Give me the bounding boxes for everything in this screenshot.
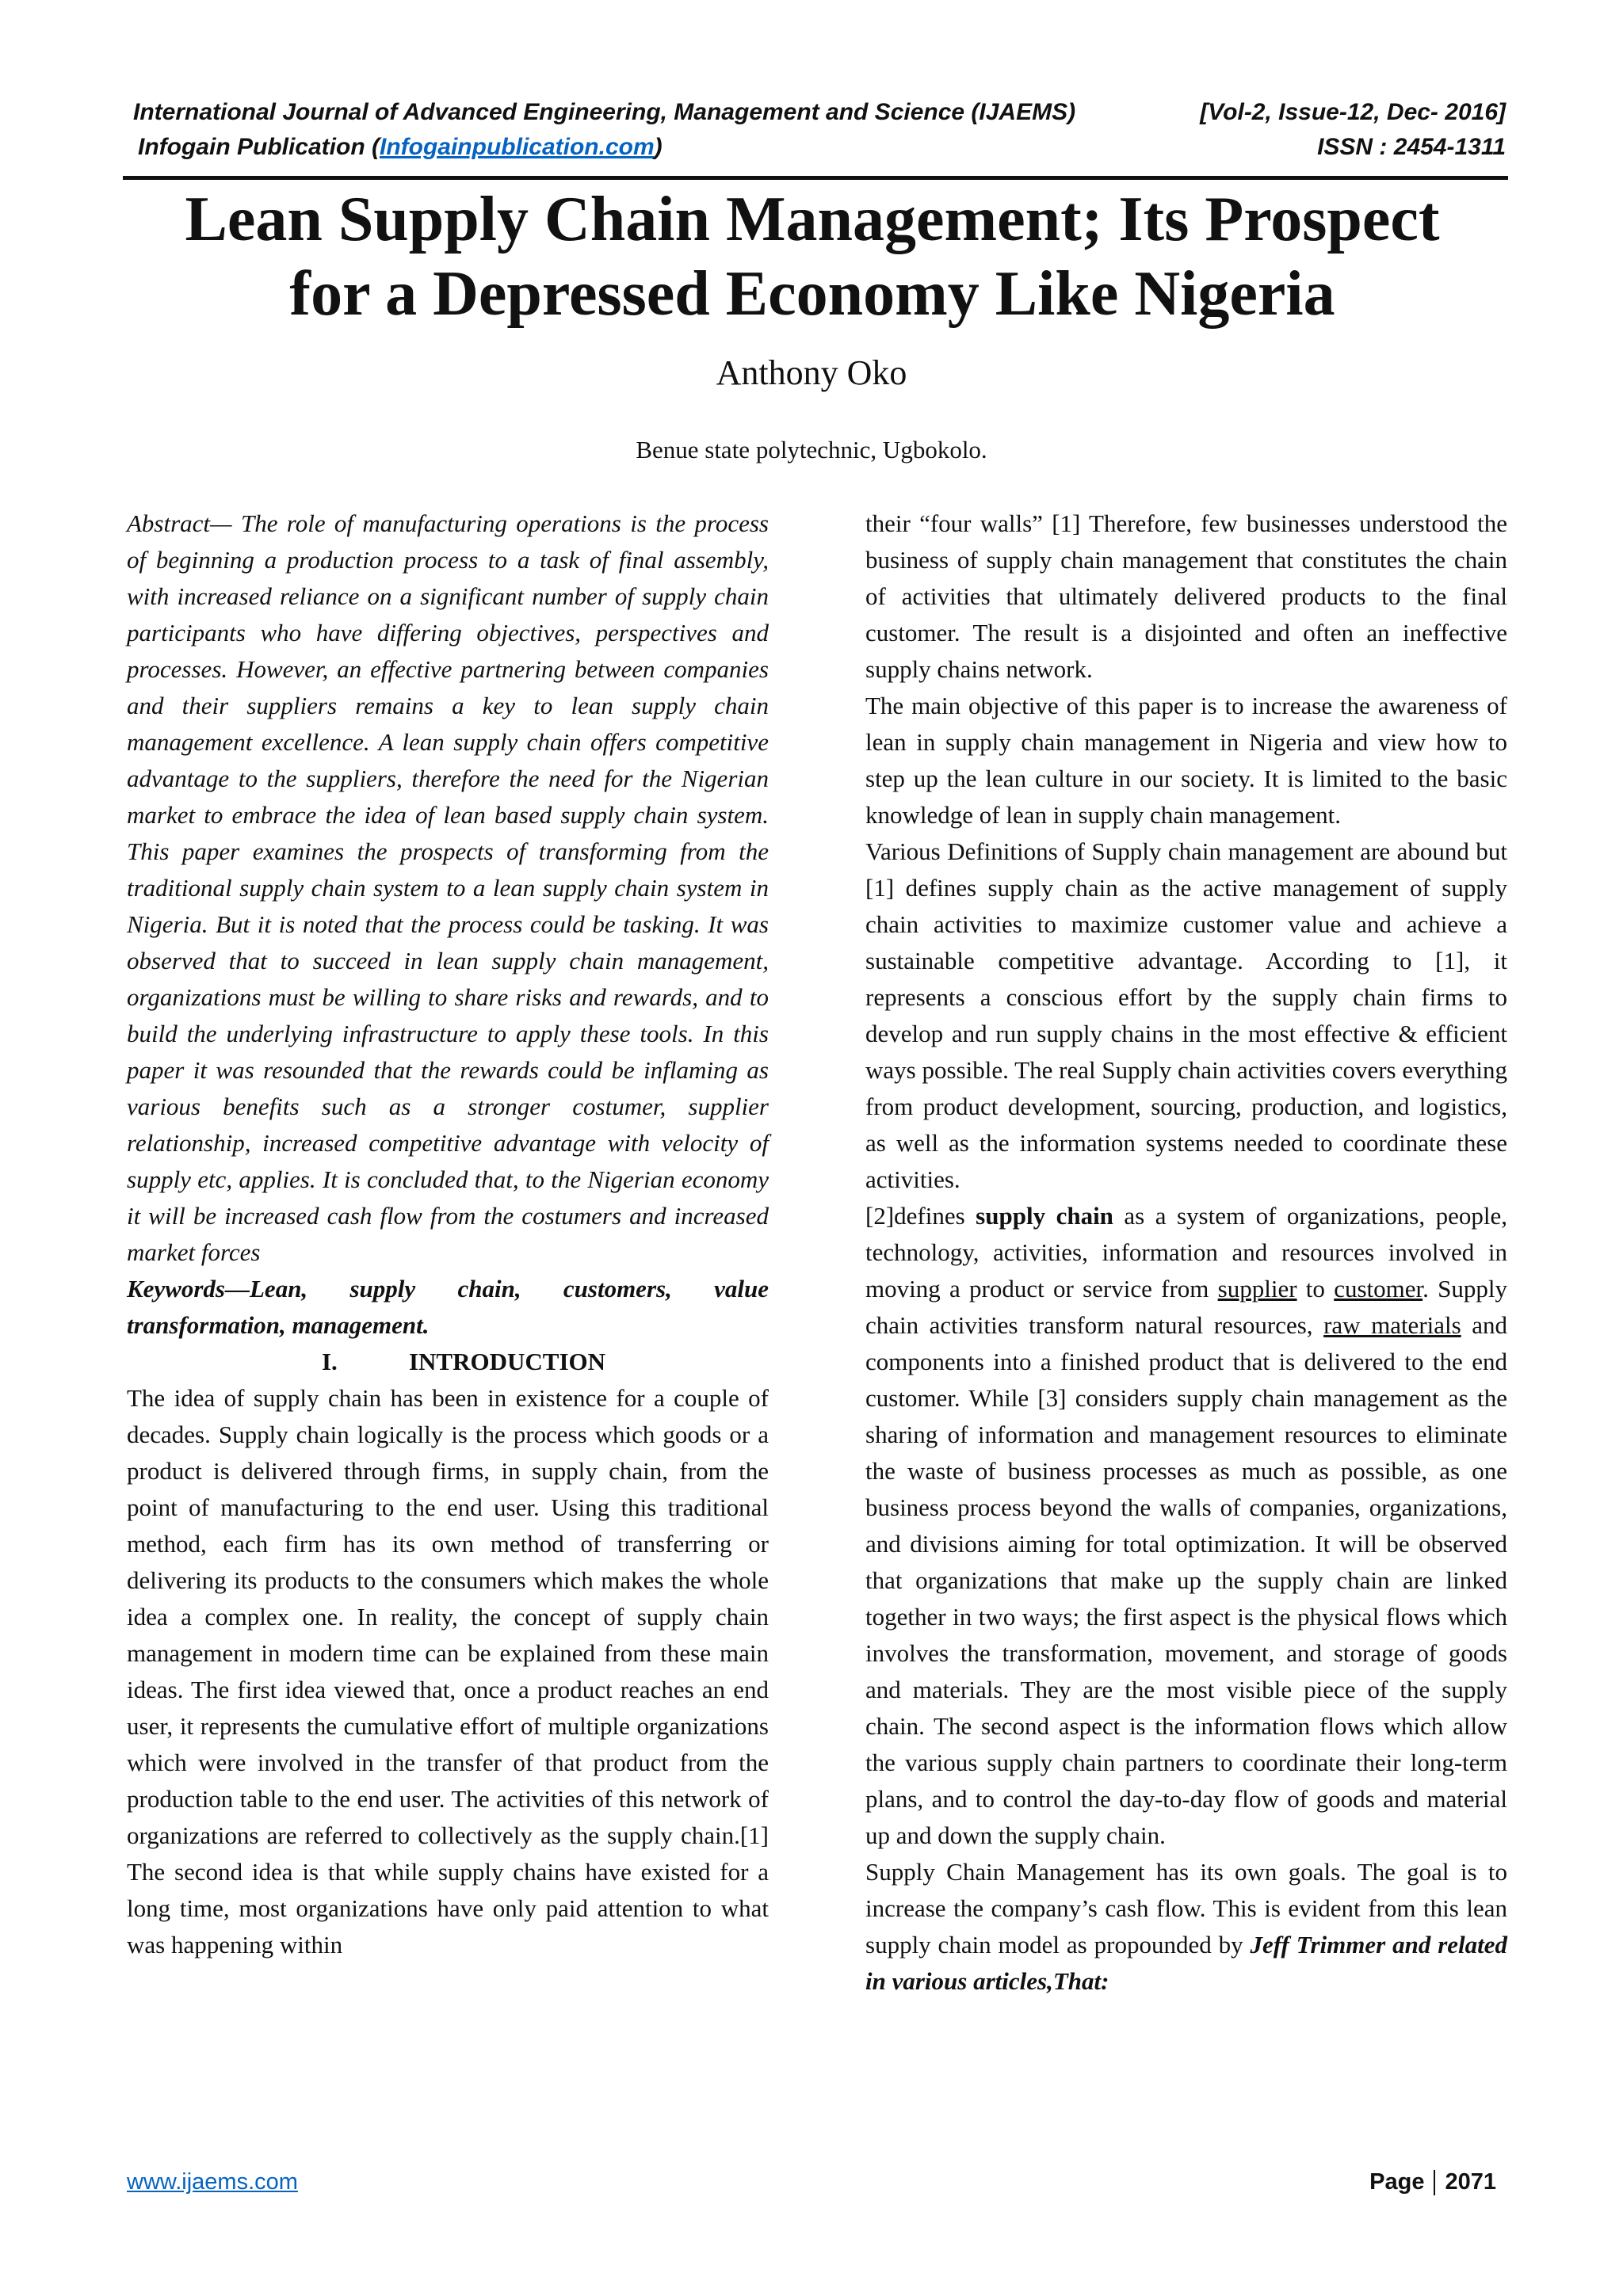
section-title: INTRODUCTION	[408, 1348, 606, 1375]
text-run: as a system of organizations, people, technology, activities, information and resources involved in moving a product or service from	[865, 1202, 1507, 1302]
text-run: Supply Chain Management has its own goals. The goal is to increase the company’s cash flow. This is evident from this lean supply chain model as propounded by	[865, 1858, 1507, 1958]
paragraph-objective: The main objective of this paper is to increase the awareness of lean in supply chain management in Nigeria and view how to step up the lean culture in our society. It is limited to the basic knowledge of lean in supply chain management.	[865, 692, 1507, 829]
link-raw-materials[interactable]: raw materials	[1323, 1311, 1461, 1339]
text-run: to	[1296, 1275, 1335, 1302]
paragraph-four-walls: their “four walls” [1] Therefore, few businesses understood the business of supply chain management that constitutes the chain of activities that ultimately delivered products to the final customer. The result is a disjointed and often an ineffective supply chains network.	[865, 509, 1507, 683]
page-number: 2071	[1445, 2169, 1496, 2195]
title-line-2: for a Depressed Economy Like Nigeria	[289, 259, 1335, 329]
title-line-1: Lean Supply Chain Management; Its Prospect	[185, 185, 1440, 254]
abstract: Abstract— The role of manufacturing operations is the process of beginning a production process to a task of final assembly, with increased reliance on a significant number of supply chain participants who have differing objectives, perspectives and processes. However, an effective partnering between companies and their suppliers remains a key to lean supply chain management excellence. A lean supply chain offers competitive advantage to the suppliers, therefore the need for the Nigerian market to embrace the idea of lean based supply chain system. This paper examines the prospects of transforming from the traditional supply chain system to a lean supply chain system in Nigeria. But it is noted that the process could be tasking. It was observed that to succeed in lean supply chain management, organizations must be willing to share risks and rewards, and to build the underlying infrastructure to apply these tools. In this paper it was resounded that the rewards could be inflaming as various benefits such as a stronger costumer, supplier relationship, increased competitive advantage with velocity of supply etc, applies. It is concluded that, to the Nigerian economy it will be increased cash flow from the costumers and increased market forces	[127, 509, 769, 1266]
link-customer[interactable]: customer	[1334, 1275, 1423, 1302]
text-run: [2]defines	[865, 1202, 976, 1230]
header-row-journal	[127, 95, 1506, 130]
author-name: Anthony Oko	[716, 353, 907, 392]
page-footer	[127, 2166, 1506, 2198]
paragraph-supply-chain-definition	[865, 1198, 1507, 1854]
publisher	[138, 130, 663, 165]
emphasis-jeff-trimmer: Jeff Trimmer and related in various articles,That:	[865, 1931, 1508, 1995]
footer-separator	[1434, 2170, 1435, 2195]
publisher-prefix: Infogain Publication (	[138, 134, 380, 160]
volume-issue: [Vol-2, Issue-12, Dec- 2016]	[1200, 99, 1506, 125]
publisher-suffix: )	[654, 134, 663, 160]
section-heading-introduction	[127, 1344, 769, 1380]
keywords: Keywords—Lean, supply chain, customers, value transformation, management.	[127, 1275, 769, 1339]
left-column	[127, 505, 769, 1963]
journal-name: International Journal of Advanced Engineering, Management and Science (IJAEMS)	[133, 99, 1076, 125]
paper-title	[79, 182, 1545, 331]
publisher-link[interactable]: Infogainpublication.com	[379, 134, 655, 160]
paragraph-goals	[865, 1854, 1507, 2000]
bold-term-supply-chain: supply chain	[976, 1202, 1113, 1230]
intro-paragraph: The idea of supply chain has been in existence for a couple of decades. Supply chain logically is the process which goods or a product is delivered through firms, in supply chain, from the point of manufacturing to the end user. Using this traditional method, each firm has its own method of transferring or delivering its products to the consumers which makes the whole idea a complex one. In reality, the concept of supply chain management in modern time can be explained from these main ideas. The first idea viewed that, once a product reaches an end user, it represents the cumulative effort of multiple organizations which were involved in the transfer of that product from the production table to the end user. The activities of this network of organizations are referred to collectively as the supply chain.[1] The second idea is that while supply chains have existed for a long time, most organizations have only paid attention to what was happening within	[127, 1384, 769, 1958]
link-supplier[interactable]: supplier	[1217, 1275, 1297, 1302]
paragraph-definitions: Various Definitions of Supply chain management are abound but [1] defines supply chain as the active management of supply chain activities to maximize customer value and achieve a sustainable competitive advantage. According to [1], it represents a conscious effort by the supply chain firms to develop and run supply chains in the most effective & efficient ways possible. The real Supply chain activities covers everything from product development, sourcing, production, and logistics, as well as the information systems needed to coordinate these activities.	[865, 837, 1507, 1193]
author-affiliation: Benue state polytechnic, Ugbokolo.	[636, 436, 987, 463]
section-number: I.	[321, 1348, 338, 1375]
footer-url[interactable]: www.ijaems.com	[127, 2169, 298, 2195]
header-row-publisher	[127, 130, 1506, 165]
journal-header	[127, 95, 1506, 165]
text-run: and components into a finished product that is delivered to the end customer. While [3] considers supply chain management as the sharing of information and management resources to eliminate the waste of business processes as much as possible, as one business process beyond the walls of companies, organizations, and divisions aiming for total optimization. It will be observed that organizations that make up the supply chain are linked together in two ways; the first aspect is the physical flows which involves the transformation, movement, and storage of goods and materials. They are the most visible piece of the supply chain. The second aspect is the information flows which allow the various supply chain partners to coordinate their long-term plans, and to control the day-to-day flow of goods and material up and down the supply chain.	[865, 1311, 1507, 1849]
issn: ISSN : 2454-1311	[1317, 134, 1506, 160]
header-divider	[123, 176, 1508, 180]
page-label: Page	[1369, 2169, 1425, 2195]
page-number-block	[1369, 2166, 1506, 2198]
text-run: . Supply chain activities transform natural resources,	[865, 1275, 1507, 1339]
right-column	[865, 505, 1507, 2000]
